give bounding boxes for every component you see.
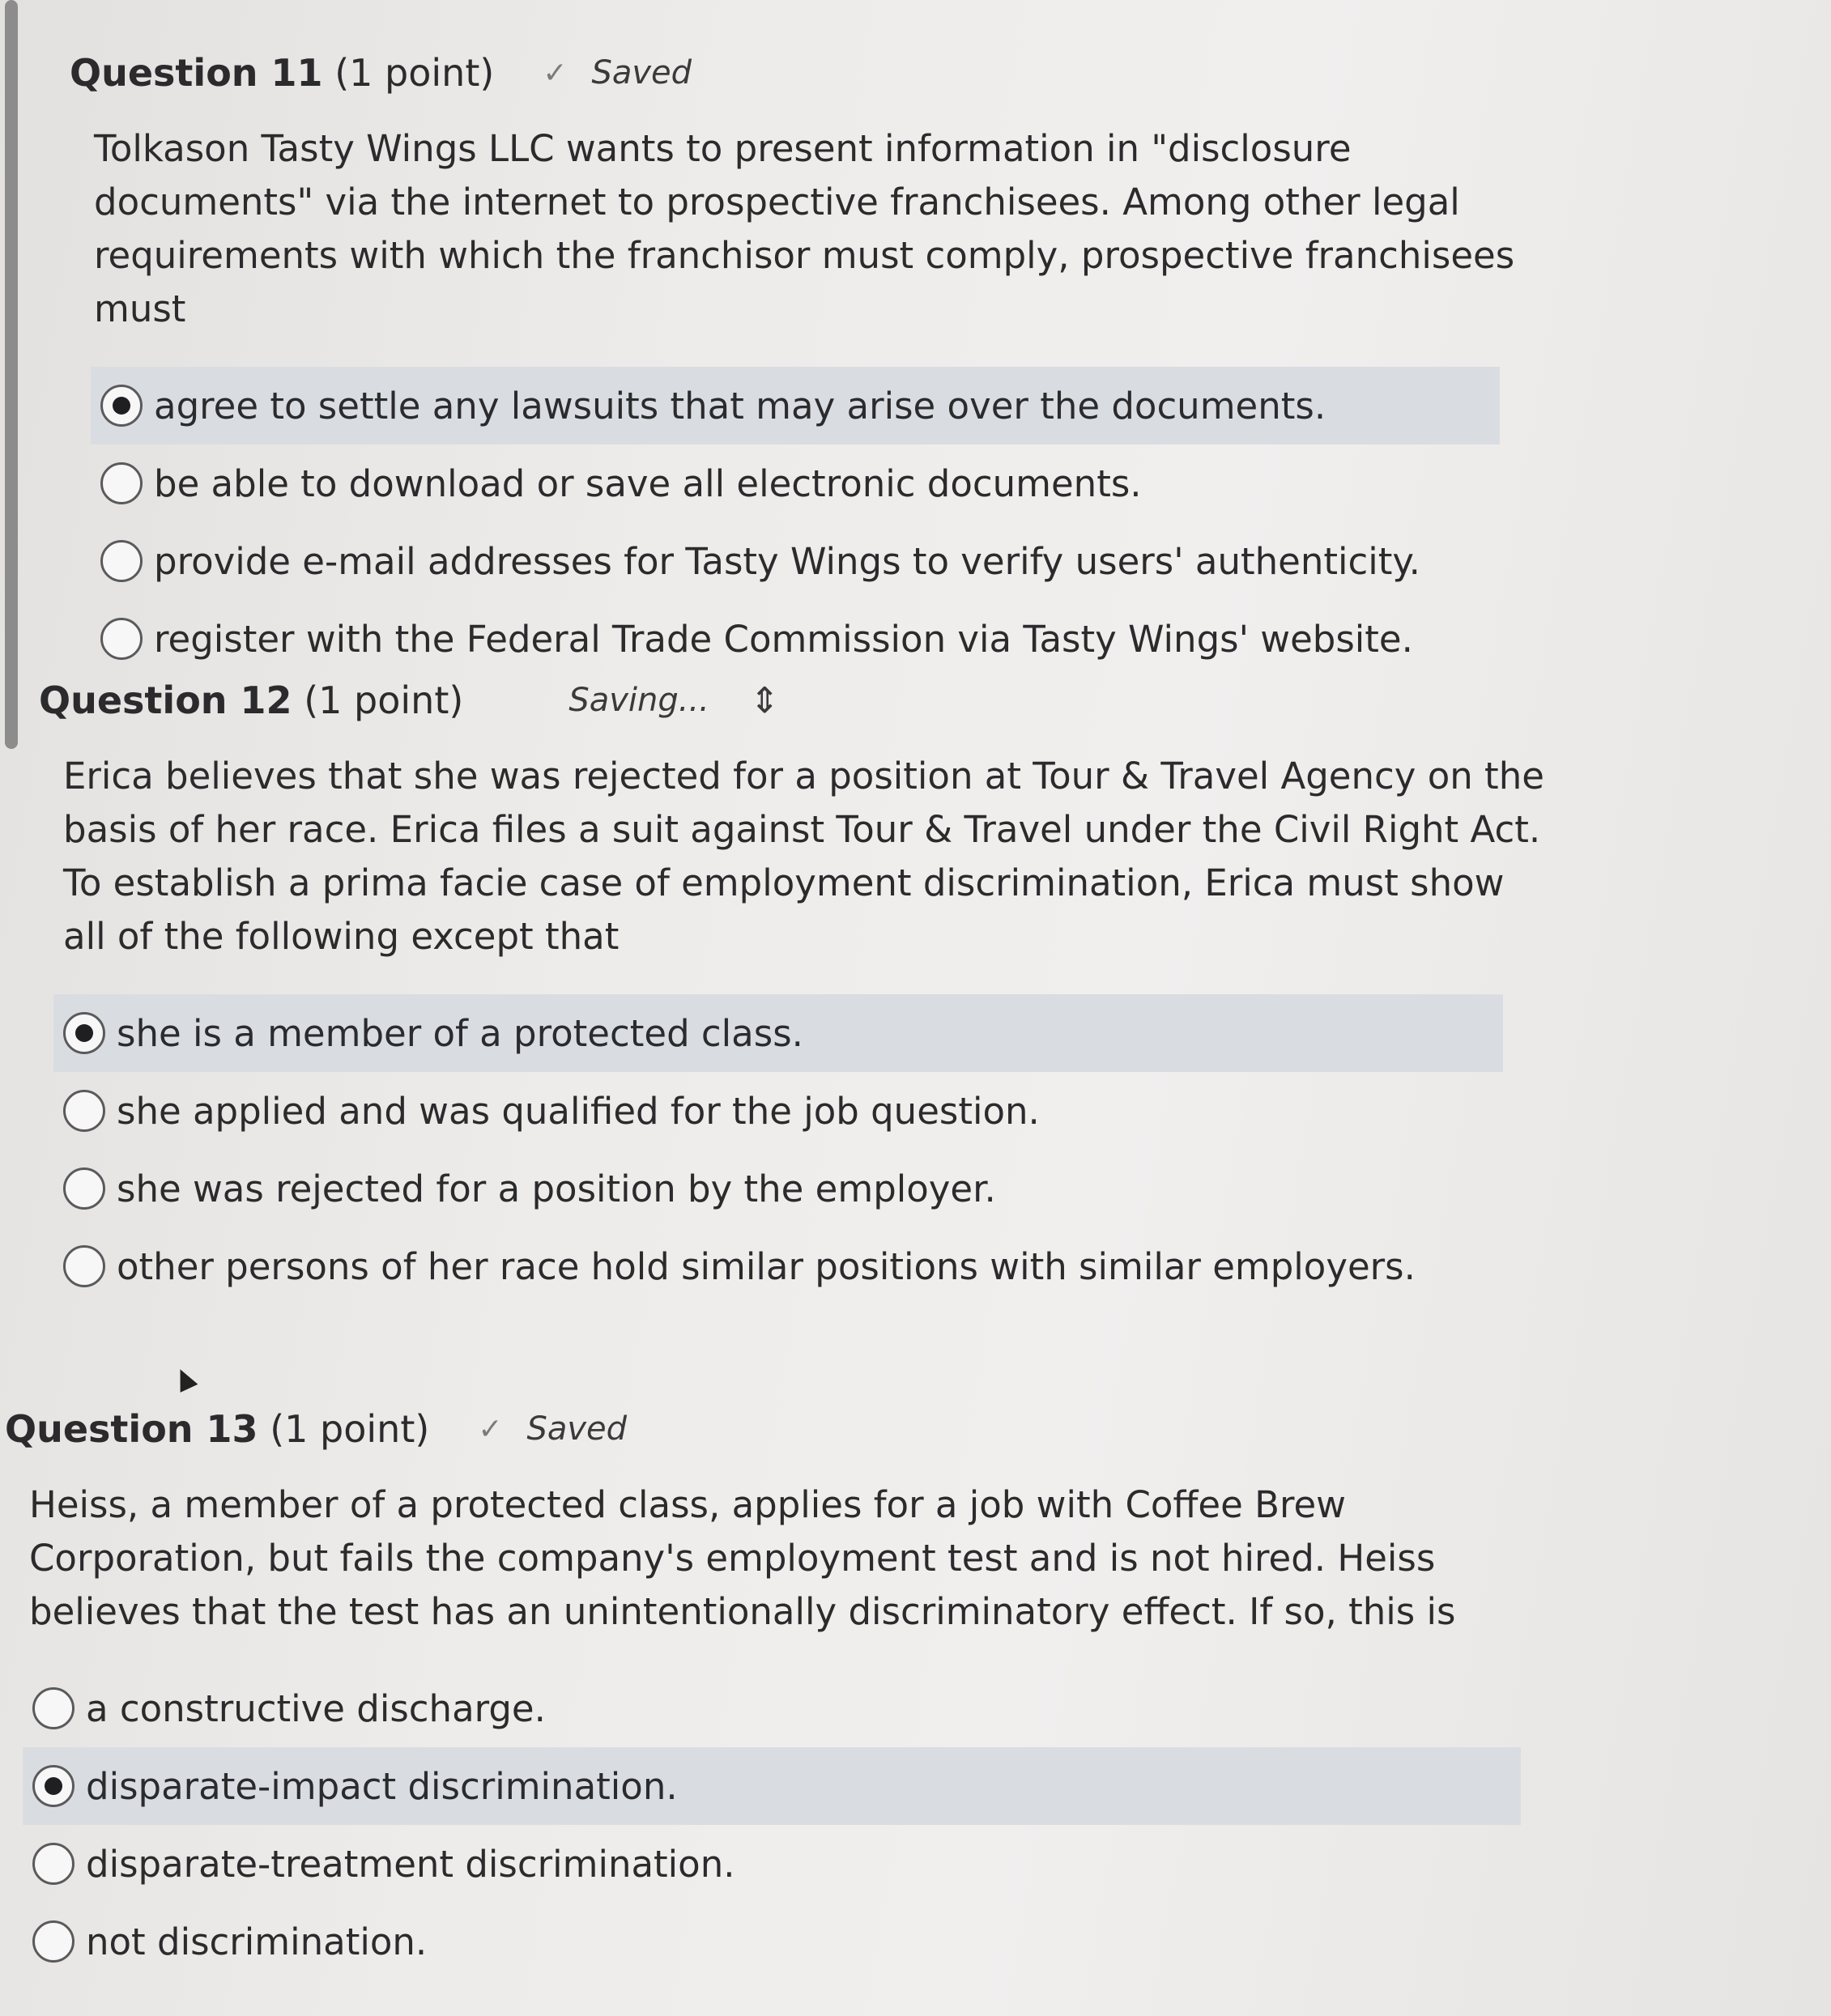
question-title: Question 13 (1 point) <box>5 1407 430 1451</box>
radio-button[interactable] <box>100 618 143 660</box>
save-status <box>543 54 692 91</box>
answer-option[interactable] <box>91 522 1500 600</box>
answer-option[interactable] <box>91 444 1500 522</box>
radio-button[interactable] <box>32 1920 75 1963</box>
radio-button-selected[interactable] <box>32 1765 75 1807</box>
check-icon: ✓ <box>478 1412 503 1446</box>
radio-button-selected[interactable] <box>100 385 143 427</box>
save-status-text: Saved <box>526 1410 628 1448</box>
answer-option-label: she was rejected for a position by the employer. <box>117 1167 996 1210</box>
answer-option[interactable] <box>53 1072 1503 1150</box>
radio-button[interactable] <box>63 1245 105 1287</box>
answer-option-label: provide e-mail addresses for Tasty Wings to verify users' authenticity. <box>154 539 1420 583</box>
question-title: Question 12 (1 point) <box>39 678 464 722</box>
answer-option[interactable] <box>91 367 1500 444</box>
radio-button[interactable] <box>100 462 143 504</box>
answer-option[interactable] <box>23 1903 1521 1980</box>
question-text: Heiss, a member of a protected class, applies for a job with Coffee Brew Corporation, but fails the company's employment test and is not hired. Heiss believes that the test has an unintentionally discriminatory effect. If so, this is <box>29 1483 1456 1633</box>
radio-button-selected[interactable] <box>63 1012 105 1054</box>
radio-button[interactable] <box>32 1687 75 1729</box>
answer-option-label: other persons of her race hold similar positions with similar employers. <box>117 1244 1416 1288</box>
question-12 <box>39 672 1594 1305</box>
answer-option-label: agree to settle any lawsuits that may arise over the documents. <box>154 384 1326 427</box>
question-title: Question 11 (1 point) <box>70 51 495 95</box>
radio-button[interactable] <box>63 1167 105 1210</box>
answer-option-label: she applied and was qualified for the job question. <box>117 1089 1040 1133</box>
mouse-cursor-icon <box>172 1365 198 1393</box>
answer-option-label: disparate-treatment discrimination. <box>86 1842 735 1886</box>
save-status <box>568 680 779 721</box>
question-header <box>5 1401 1560 1457</box>
answer-option[interactable] <box>23 1747 1521 1825</box>
answer-option[interactable] <box>23 1825 1521 1903</box>
question-text: Erica believes that she was rejected for a position at Tour & Travel Agency on the basis of her race. Erica files a suit against Tour & Travel under the Civil Right Act. To establish a prima facie case of employment discrimination, Erica must show all of the following except that <box>63 755 1544 958</box>
answer-option-label: a constructive discharge. <box>86 1686 546 1730</box>
answer-option[interactable] <box>53 1150 1503 1227</box>
radio-button[interactable] <box>100 540 143 582</box>
answer-option[interactable] <box>53 994 1503 1072</box>
answer-options <box>53 994 1503 1305</box>
answer-option[interactable] <box>91 600 1500 678</box>
answer-option-label: register with the Federal Trade Commission via Tasty Wings' website. <box>154 617 1413 661</box>
save-status-text: Saved <box>591 54 692 91</box>
question-header <box>70 45 1624 101</box>
answer-option-label: disparate-impact discrimination. <box>86 1764 678 1808</box>
answer-options <box>23 1669 1521 1980</box>
question-text: Tolkason Tasty Wings LLC wants to present information in "disclosure documents" via the internet to prospective franchisees. Among other legal requirements with which the franchisor must comply, prospective franchisees must <box>94 127 1515 330</box>
scrollbar[interactable] <box>5 0 18 749</box>
answer-option[interactable] <box>53 1227 1503 1305</box>
check-icon: ✓ <box>543 56 568 90</box>
question-header <box>39 672 1594 729</box>
question-13 <box>5 1401 1560 1980</box>
sync-icon: ⇕ <box>749 679 780 721</box>
answer-option-label: she is a member of a protected class. <box>117 1011 803 1055</box>
answer-option-label: be able to download or save all electronic documents. <box>154 461 1142 505</box>
radio-button[interactable] <box>32 1843 75 1885</box>
answer-options <box>91 367 1500 678</box>
radio-button[interactable] <box>63 1090 105 1132</box>
answer-option-label: not discrimination. <box>86 1920 428 1963</box>
question-11 <box>70 45 1624 678</box>
save-status <box>478 1410 627 1448</box>
save-status-text: Saving... <box>568 682 709 719</box>
answer-option[interactable] <box>23 1669 1521 1747</box>
